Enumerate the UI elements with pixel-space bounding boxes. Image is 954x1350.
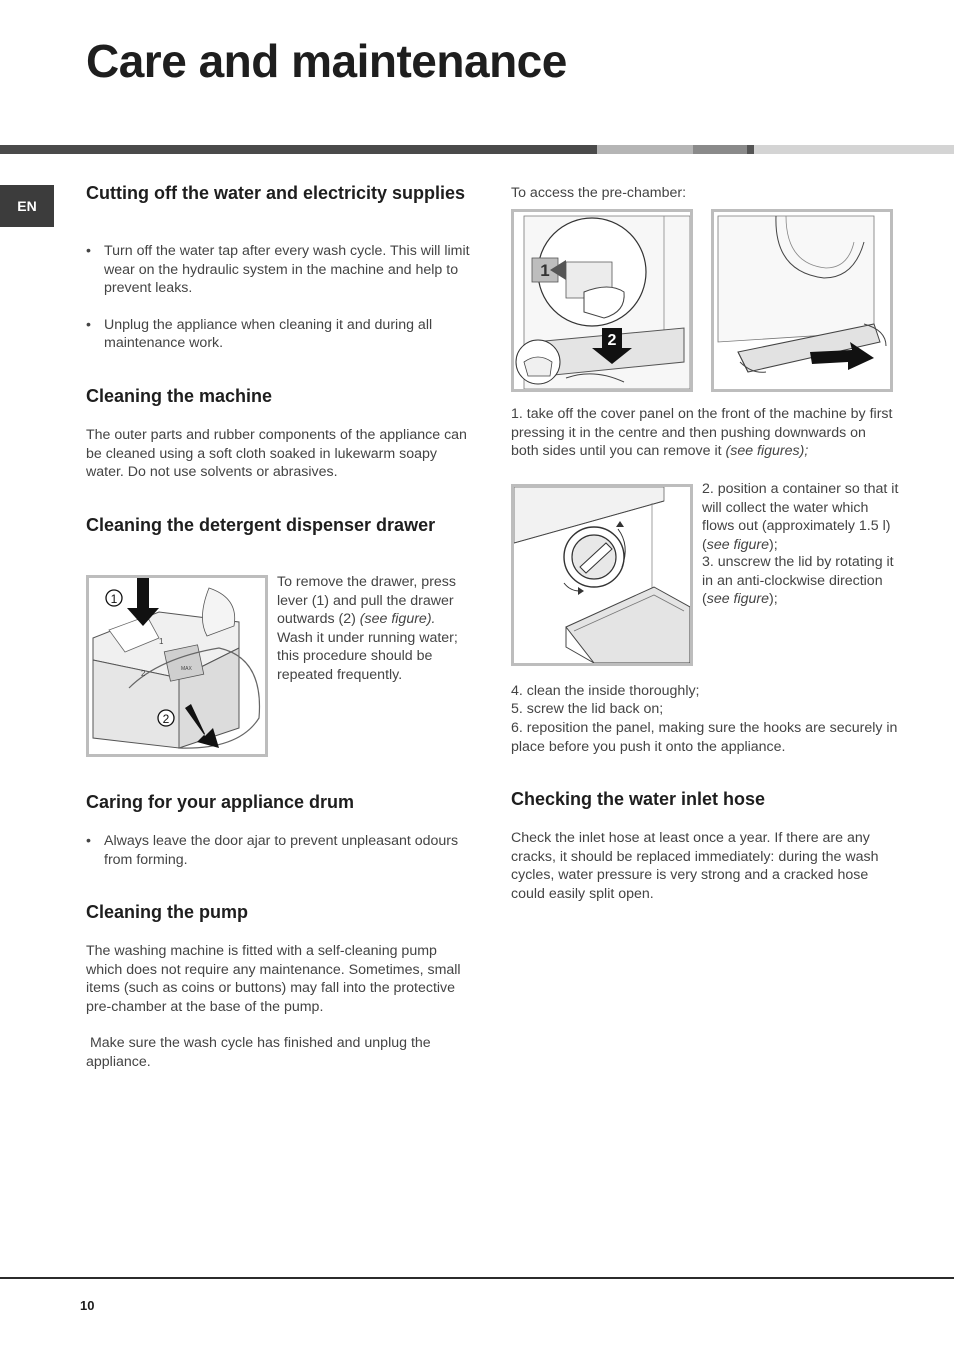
cleaning-machine-text: The outer parts and rubber components of the appliance can be cleaned using a soft cloth soaked in lukewarm soapy water. Do not use solvents or abrasives. (86, 427, 467, 480)
inlet-hose-text: Check the inlet hose at least once a year. If there are any cracks, it should be replaced immediately: during the wash cycles, water pressure is very strong and a cracked hose could easily split open. (511, 830, 879, 902)
header-bar-gray (693, 145, 747, 154)
figure-label: 1 (159, 637, 164, 646)
drawer-text-see-figure: (see figure). (359, 611, 436, 627)
list-item: • Unplug the appliance when cleaning it and during all maintenance work. (86, 316, 472, 353)
step-2-see-figure: see figure (706, 536, 770, 553)
list-item: • Always leave the door ajar to prevent unpleasant odours from forming. (86, 832, 476, 869)
step-1-text: 1. take off the cover panel on the front of the machine by first pressing it in the centre and then pushing downwards on both sides until you can remove it (511, 406, 893, 459)
header-bar-mid (597, 145, 693, 154)
figure-label: MAX (181, 666, 192, 672)
drawer-text-a: To remove the drawer, press lever (1) and pull the drawer outwards (2) (277, 574, 456, 627)
step-3-text: 3. unscrew the lid by rotating it in an anti-clockwise direction ( (702, 554, 894, 607)
figure-label: 1 (540, 261, 550, 280)
language-tab: EN (0, 185, 54, 227)
step-1-see-figures: (see figures); (725, 443, 809, 459)
footer-rule (0, 1277, 954, 1279)
figure-label: 2 (141, 669, 146, 678)
figure-label: 1 (110, 592, 118, 606)
step-3 (702, 553, 902, 609)
drawer-text-c: Wash it under running water; this procedure should be repeated frequently. (277, 629, 458, 683)
pump-lid-illustration (514, 487, 690, 663)
drawer-illustration (89, 578, 265, 754)
header-bar-light (754, 145, 954, 154)
step-1 (511, 405, 897, 461)
step-3-end: ); (769, 591, 778, 607)
step-2-text: 2. position a container so that it will collect the water which flows out (approximately 1.5 l) ( (702, 481, 899, 553)
step-2-end: ); (769, 536, 778, 553)
cover-panel-illustration-1 (514, 212, 690, 389)
drawer-figure (86, 575, 268, 757)
step-2 (702, 480, 902, 554)
pump-text-2: Make sure the wash cycle has finished and unplug the appliance. (86, 1035, 435, 1070)
figure-label: 2 (162, 712, 170, 726)
heading-detergent-drawer: Cleaning the detergent dispenser drawer (86, 515, 436, 535)
heading-water-inlet-hose: Checking the water inlet hose (511, 789, 766, 809)
heading-cleaning-pump: Cleaning the pump (86, 902, 248, 922)
page-title: Care and maintenance (86, 35, 567, 87)
pump-text-1: The washing machine is fitted with a self-cleaning pump which does not require any maintenance. Sometimes, small items (such as coins or buttons) may fall into the protective pre-chamber at the base of the pump. (86, 943, 461, 1015)
header-bar-accent (747, 145, 754, 154)
step-5: 5. screw the lid back on; (511, 701, 664, 717)
cover-panel-figure-2 (711, 209, 893, 392)
heading-caring-drum: Caring for your appliance drum (86, 792, 355, 812)
pump-lid-figure (511, 484, 693, 666)
heading-cutting-off-supplies: Cutting off the water and electricity supplies (86, 183, 466, 203)
drum-list (86, 832, 476, 869)
step-4: 4. clean the inside thoroughly; (511, 683, 700, 699)
figure-label: 2 (607, 332, 617, 349)
step-6: 6. reposition the panel, making sure the hooks are securely in place before you push it onto the appliance. (511, 720, 898, 755)
cover-panel-figure-1 (511, 209, 693, 392)
page-number: 10 (80, 1298, 95, 1313)
cover-panel-illustration-2 (714, 212, 890, 389)
supplies-list (86, 242, 472, 353)
step-3-see-figure: see figure (706, 591, 770, 607)
list-item: • Turn off the water tap after every wash cycle. This will limit wear on the hydraulic system in the machine and help to prevent leaks. (86, 242, 472, 298)
heading-cleaning-machine: Cleaning the machine (86, 386, 273, 406)
header-bar-dark (0, 145, 597, 154)
drawer-text (277, 573, 472, 684)
pre-chamber-intro: To access the pre-chamber: (511, 185, 687, 201)
